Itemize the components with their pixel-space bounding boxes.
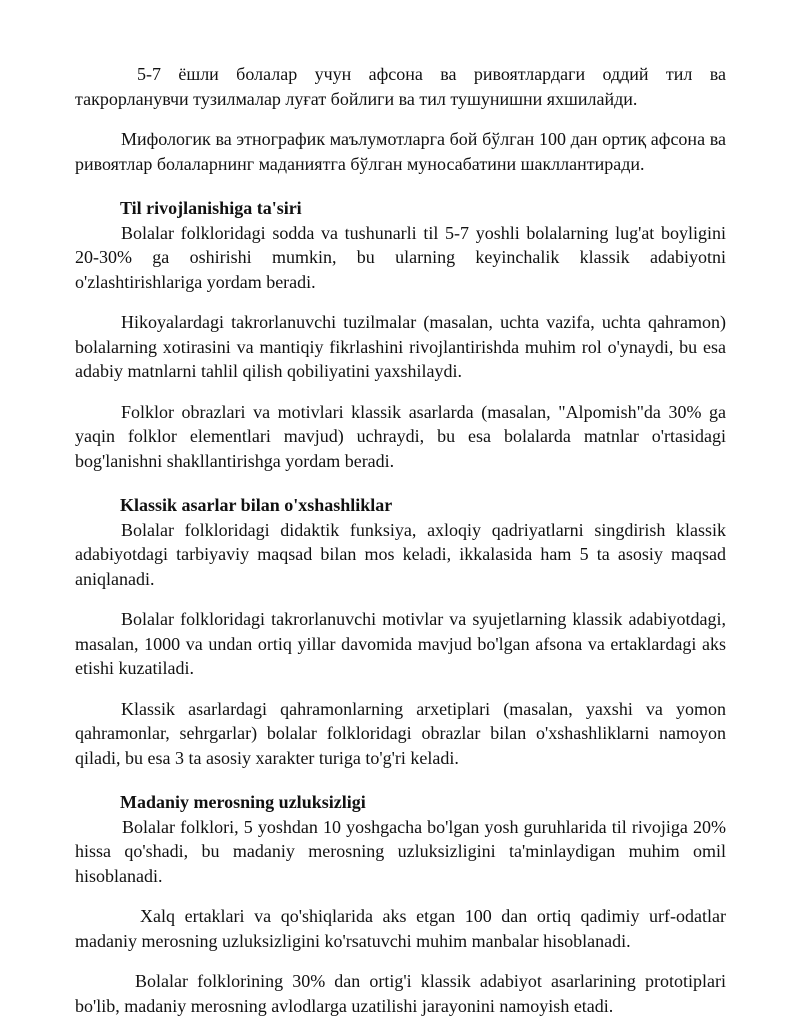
section1-paragraph-1: Bolalar folkloridagi sodda va tushunarli til 5-7 yoshli bolalarning lug'at boyligini 20-30% ga oshirishi mumkin, bu ularning keyinchalik klassik adabiyotni o'zlashtirishlariga yordam beradi. xyxy=(75,222,726,292)
intro-paragraph-2: Мифологик ва этнографик маълумотларга бой бўлган 100 дан ортиқ афсона ва ривоятлар болаларнинг маданиятга бўлган муносабатини шакллантиради. xyxy=(75,129,726,174)
section3-paragraph-3: Bolalar folklorining 30% dan ortig'i klassik adabiyot asarlarining prototiplari bo'lib, madaniy merosning avlodlarga uzatilishi jarayonini namoyish etadi. xyxy=(75,971,726,1016)
section3-paragraph-1: Bolalar folklori, 5 yoshdan 10 yoshgacha bo'lgan yosh guruhlarida til rivojiga 20% hissa qo'shadi, bu madaniy merosning uzluksizligini ta'minlaydigan muhim omil hisoblanadi. xyxy=(75,816,726,886)
section-heading-classics: Klassik asarlar bilan o'xshashliklar xyxy=(120,495,393,515)
section2-paragraph-3: Klassik asarlardagi qahramonlarning arxetiplari (masalan, yaxshi va yomon qahramonlar, sehrgarlar) bolalar folkloridagi obrazlar bilan o'xshashliklarni namoyon qiladi, bu esa 3 ta asosiy xarakter turiga to'g'ri keladi. xyxy=(75,698,726,768)
section-heading-language: Til rivojlanishiga ta'siri xyxy=(120,198,302,218)
document-page xyxy=(75,62,726,1018)
intro-paragraph-1: 5-7 ёшли болалар учун афсона ва ривоятлардаги оддий тил ва такрорланувчи тузилмалар луғат бойлиги ва тил тушунишни яхшилайди. xyxy=(75,64,726,109)
section-heading-heritage: Madaniy merosning uzluksizligi xyxy=(120,792,366,812)
section3-paragraph-2: Xalq ertaklari va qo'shiqlarida aks etgan 100 dan ortiq qadimiy urf-odatlar madaniy merosning uzluksizligini ko'rsatuvchi muhim manbalar hisoblanadi. xyxy=(75,906,726,951)
section1-paragraph-2: Hikoyalardagi takrorlanuvchi tuzilmalar (masalan, uchta vazifa, uchta qahramon) bolalarning xotirasini va mantiqiy fikrlashini rivojlantirishda muhim rol o'ynaydi, bu esa adabiy matnlarni tahlil qilish qobiliyatini yaxshilaydi. xyxy=(75,312,726,381)
section1-paragraph-3: Folklor obrazlari va motivlari klassik asarlarda (masalan, "Alpomish"da 30% ga yaqin folklor elementlari mavjud) uchraydi, bu esa bolalarda matnlar o'rtasidagi bog'lanishni shakllantirishga yordam beradi. xyxy=(75,401,726,471)
section2-paragraph-1: Bolalar folkloridagi didaktik funksiya, axloqiy qadriyatlarni singdirish klassik adabiyotdagi tarbiyaviy maqsad bilan mos keladi, ikkalasida ham 5 ta asosiy maqsad aniqlanadi. xyxy=(75,519,726,589)
section2-paragraph-2: Bolalar folkloridagi takrorlanuvchi motivlar va syujetlarning klassik adabiyotdagi, masalan, 1000 va undan ortiq yillar davomida mavjud bo'lgan afsona va ertaklardagi aks etishi kuzatiladi. xyxy=(75,609,726,678)
